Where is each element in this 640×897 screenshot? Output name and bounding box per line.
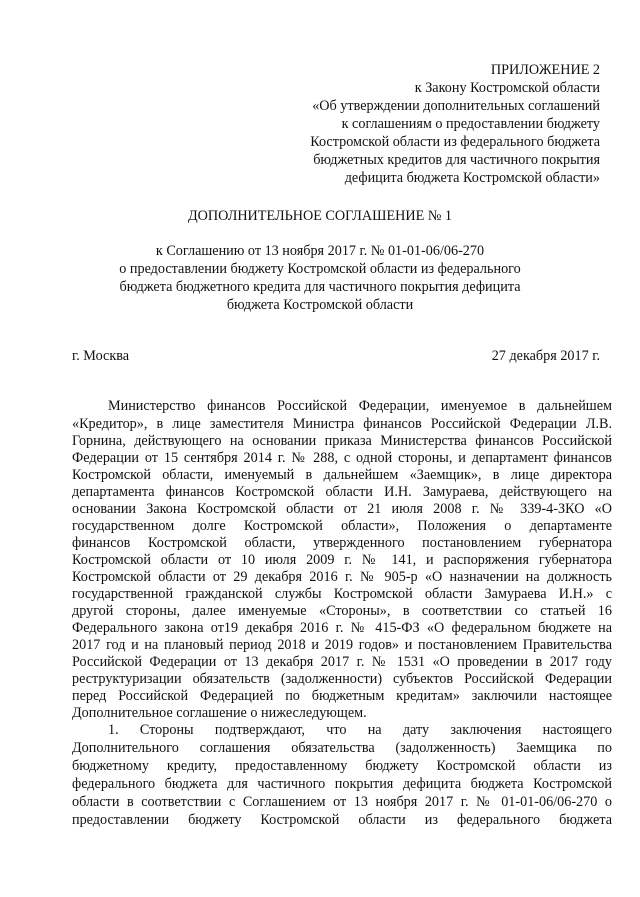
- paragraph-line: Министерство финансов Российской Федерации, именуемое в дальнейшем: [108, 398, 612, 414]
- paragraph-line: другой стороны, далее именуемые «Стороны», в соответствии со статьей 16: [72, 603, 612, 619]
- appendix-line: «Об утверждении дополнительных соглашений: [312, 98, 600, 114]
- paragraph-line: Костромской области, именуемый в дальнейшем «Заемщик», в лице директора: [72, 467, 612, 483]
- paragraph-line: основании Закона Костромской области от 21 июля 2008 г. № 339-4-ЗКО «О: [72, 501, 612, 517]
- subheading-line: бюджета бюджетного кредита для частичного покрытия дефицита: [119, 279, 521, 295]
- paragraph-line: Дополнительного соглашения обязательства (задолженность) Заемщика по: [72, 740, 612, 756]
- paragraph-line: федерального бюджета для частичного покрытия дефицита бюджета Костромской: [72, 776, 612, 792]
- subheading-line: к Соглашению от 13 ноября 2017 г. № 01-01-06/06-270: [155, 243, 485, 259]
- paragraph-line: реструктуризации обязательств (задолженности) субъектов Российской Федерации: [72, 671, 612, 687]
- place: г. Москва: [72, 348, 130, 364]
- document-heading: ДОПОЛНИТЕЛЬНОЕ СОГЛАШЕНИЕ № 1: [187, 208, 452, 224]
- paragraph-line: государственном долге Костромской области», Положения о департаменте: [72, 518, 612, 534]
- paragraph-line: перед Российской Федерацией по бюджетным кредитам» заключили настоящее: [72, 688, 612, 704]
- appendix-line: бюджетных кредитов для частичного покрытия: [313, 152, 600, 168]
- paragraph-line: Костромской области от 29 декабря 2016 г. № 905-р «О назначении на должность: [72, 569, 612, 585]
- appendix-line: дефицита бюджета Костромской области»: [344, 170, 600, 186]
- subheading-line: о предоставлении бюджету Костромской области из федерального: [119, 261, 521, 277]
- paragraph-line: департамента финансов Костромской области И.Н. Замураева, действующего на: [72, 484, 612, 500]
- appendix-line: к Закону Костромской области: [414, 80, 600, 96]
- date: 27 декабря 2017 г.: [491, 348, 600, 364]
- appendix-line: Костромской области из федерального бюджета: [310, 134, 600, 150]
- paragraph-line: Горнина, действующего на основании приказа Министерства финансов Российской: [72, 433, 612, 449]
- paragraph-line: предоставлении бюджету Костромской области из федерального бюджета: [72, 812, 612, 828]
- appendix-title: ПРИЛОЖЕНИЕ 2: [490, 62, 600, 78]
- paragraph-line: бюджетному кредиту, предоставленному бюджету Костромской области из: [72, 758, 612, 774]
- subheading-line: бюджета Костромской области: [226, 297, 414, 313]
- paragraph-line: Российской Федерации от 13 декабря 2017 г. № 1531 «О проведении в 2017 году: [72, 654, 612, 670]
- paragraph-line: Костромской области от 10 июля 2009 г. № 141, и распоряжения губернатора: [72, 552, 612, 568]
- paragraph-line: Федерального закона от19 декабря 2016 г. № 415-ФЗ «О федеральном бюджете на: [72, 620, 612, 636]
- paragraph-line: области в соответствии с Соглашением от 13 ноября 2017 г. № 01-01-06/06-270 о: [72, 794, 612, 810]
- paragraph-line: 1. Стороны подтверждают, что на дату заключения настоящего: [108, 722, 612, 738]
- appendix-line: к соглашениям о предоставлении бюджету: [341, 116, 600, 132]
- paragraph-line: Федерации от 15 сентября 2014 г. № 288, с одной стороны, и департамент финансов: [72, 450, 612, 466]
- paragraph-line: финансов Костромской области, утвержденного постановлением губернатора: [72, 535, 612, 551]
- paragraph-line: государственной гражданской службы Костромской области Замураева И.Н.» с: [72, 586, 612, 602]
- paragraph-line: «Кредитор», в лице заместителя Министра финансов Российской Федерации Л.В.: [72, 416, 612, 432]
- paragraph-line: 2017 год и на плановый период 2018 и 2019 годов» и постановлением Правительства: [72, 637, 612, 653]
- paragraph-line: Дополнительное соглашение о нижеследующем.: [72, 705, 367, 721]
